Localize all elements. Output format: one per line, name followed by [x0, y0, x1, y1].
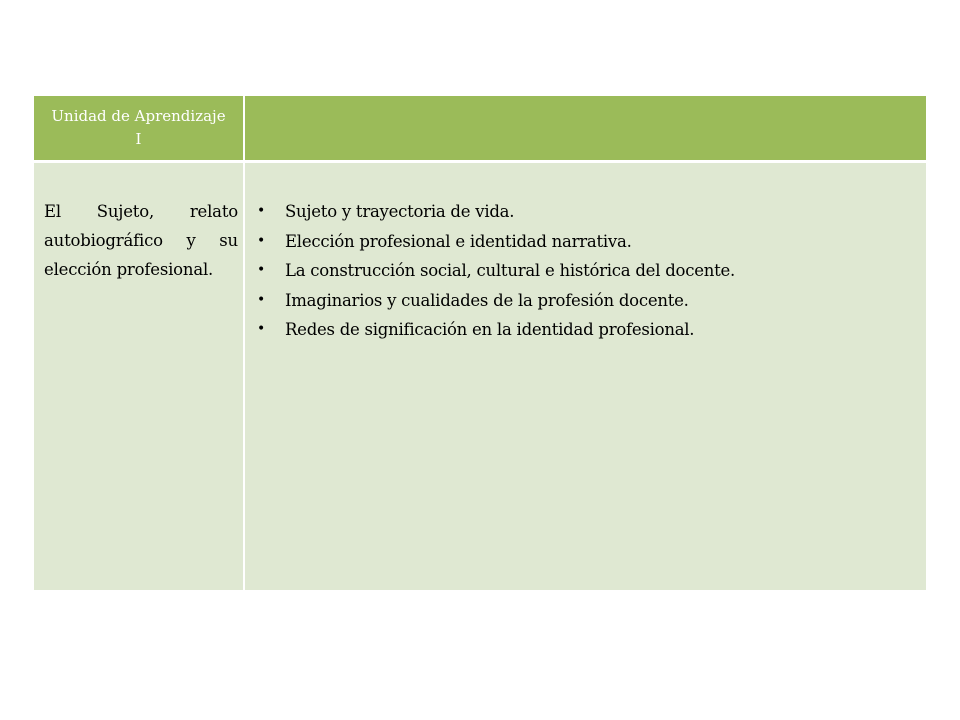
- topic-text: Redes de significación en la identidad profesional.: [285, 320, 695, 339]
- list-item: [255, 315, 915, 345]
- header-cell-unit: [34, 96, 245, 160]
- topic-text: Elección profesional e identidad narrativa.: [285, 231, 632, 251]
- topic-list: [255, 197, 915, 345]
- body-cell-unit-description: [34, 163, 245, 590]
- bullet-dot-icon: •: [257, 291, 266, 308]
- topic-text: La construcción social, cultural e histórica del docente.: [285, 261, 735, 280]
- table-body-row: [34, 163, 926, 590]
- list-item: [255, 256, 915, 286]
- table-header-row: [34, 96, 926, 160]
- topic-text: Sujeto y trayectoria de vida.: [285, 202, 515, 221]
- bullet-dot-icon: •: [257, 203, 266, 219]
- list-item: [255, 197, 915, 227]
- list-item: [255, 286, 915, 316]
- unit-title: Unidad de Aprendizaje I: [51, 107, 226, 148]
- bullet-dot-icon: •: [257, 321, 266, 337]
- unit-table: [34, 96, 926, 590]
- header-cell-content: [245, 96, 926, 160]
- topic-text: Imaginarios y cualidades de la profesión docente.: [285, 290, 689, 310]
- body-cell-topics: [245, 163, 926, 590]
- list-item: [255, 227, 915, 257]
- unit-description: El Sujeto, relato autobiográfico y su elección profesional.: [44, 202, 238, 279]
- bullet-dot-icon: •: [257, 232, 266, 249]
- bullet-dot-icon: •: [257, 262, 266, 278]
